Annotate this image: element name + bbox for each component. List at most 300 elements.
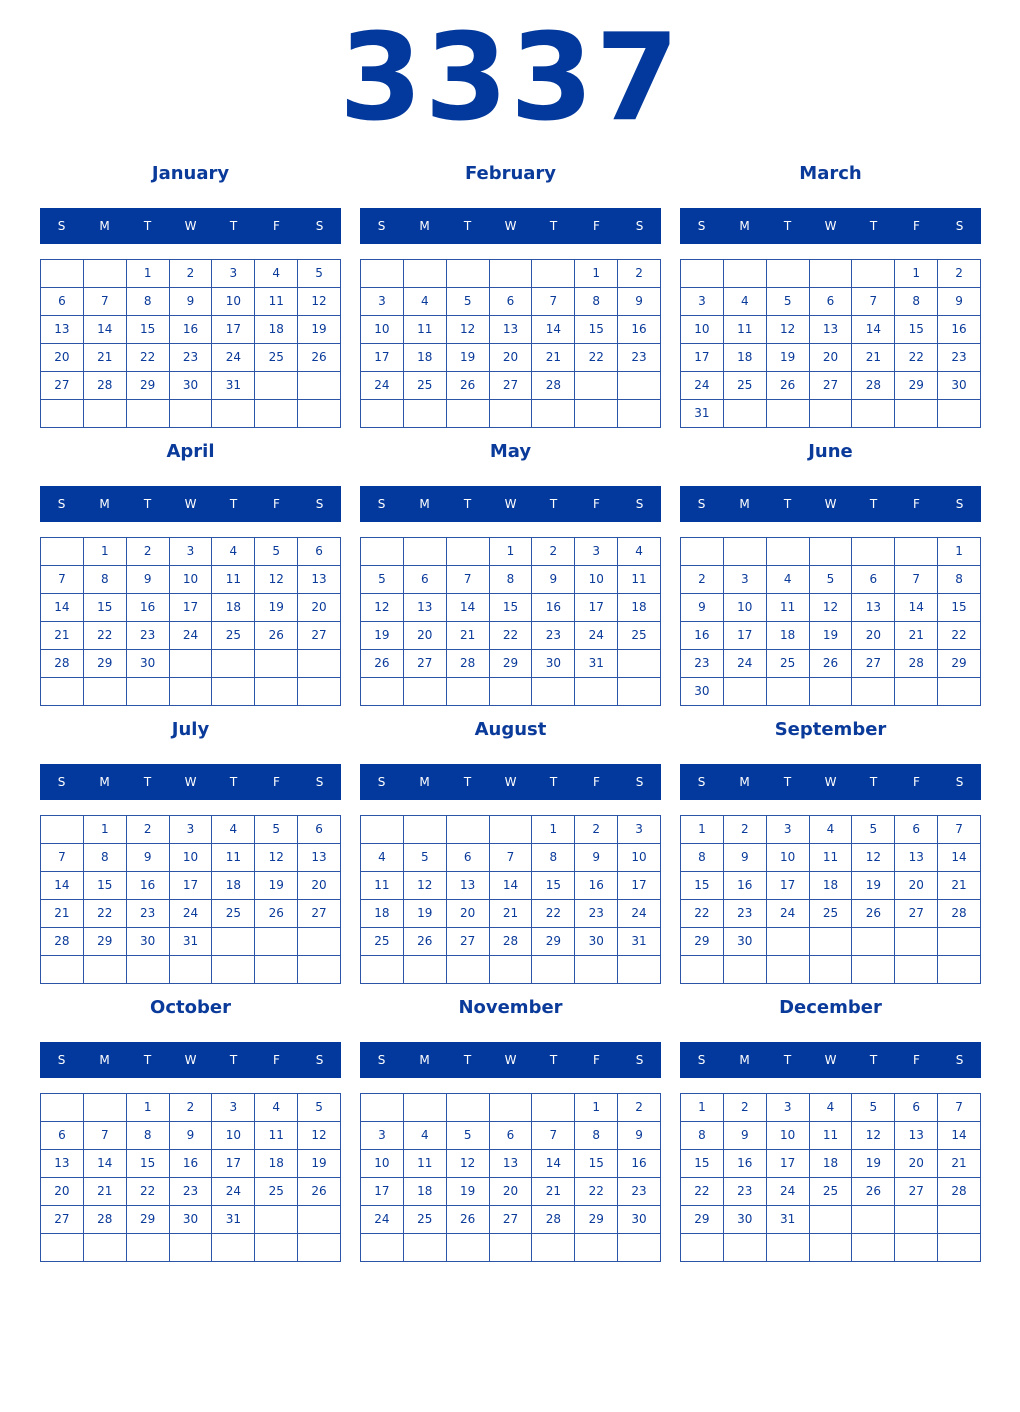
weekday-label: F bbox=[913, 219, 920, 233]
day-cell: 17 bbox=[170, 872, 213, 900]
weekday-label: S bbox=[315, 1053, 324, 1067]
empty-cell bbox=[127, 678, 170, 706]
day-cell: 27 bbox=[490, 1206, 533, 1234]
day-cell: 9 bbox=[618, 288, 661, 316]
day-cell: 26 bbox=[852, 1178, 895, 1206]
weekday-label: M bbox=[739, 775, 750, 789]
day-cell: 12 bbox=[810, 594, 853, 622]
empty-cell bbox=[41, 260, 84, 288]
day-cell: 17 bbox=[212, 316, 255, 344]
day-cell: 11 bbox=[810, 1122, 853, 1150]
day-cell: 25 bbox=[361, 928, 404, 956]
day-cell: 21 bbox=[447, 622, 490, 650]
day-cell: 27 bbox=[447, 928, 490, 956]
day-cell: 9 bbox=[618, 1122, 661, 1150]
day-cell: 6 bbox=[41, 1122, 84, 1150]
day-grid bbox=[360, 815, 661, 984]
empty-cell bbox=[84, 260, 127, 288]
day-cell: 2 bbox=[532, 538, 575, 566]
day-cell: 7 bbox=[938, 816, 981, 844]
weekday-label: S bbox=[315, 497, 324, 511]
day-cell: 5 bbox=[255, 538, 298, 566]
empty-cell bbox=[255, 372, 298, 400]
empty-cell bbox=[938, 956, 981, 984]
weekday-label: M bbox=[99, 1053, 110, 1067]
day-cell: 19 bbox=[447, 344, 490, 372]
day-cell: 8 bbox=[681, 1122, 724, 1150]
empty-cell bbox=[938, 678, 981, 706]
day-cell: 15 bbox=[681, 872, 724, 900]
weekday-header bbox=[680, 208, 981, 244]
weekday-label: W bbox=[824, 497, 837, 511]
weekday-label: S bbox=[57, 1053, 66, 1067]
day-cell: 26 bbox=[255, 622, 298, 650]
day-grid bbox=[680, 537, 981, 706]
empty-cell bbox=[170, 650, 213, 678]
day-cell: 13 bbox=[298, 566, 341, 594]
weekday-label: F bbox=[913, 775, 920, 789]
day-cell: 13 bbox=[490, 1150, 533, 1178]
day-cell: 13 bbox=[447, 872, 490, 900]
weekday-label: T bbox=[463, 219, 472, 233]
weekday-header bbox=[40, 486, 341, 522]
empty-cell bbox=[490, 1234, 533, 1262]
empty-cell bbox=[810, 1206, 853, 1234]
day-cell: 11 bbox=[212, 844, 255, 872]
day-cell: 13 bbox=[41, 1150, 84, 1178]
weekday-label: W bbox=[504, 219, 517, 233]
day-cell: 3 bbox=[681, 288, 724, 316]
weekday-label: T bbox=[229, 219, 238, 233]
empty-cell bbox=[404, 678, 447, 706]
day-cell: 22 bbox=[532, 900, 575, 928]
empty-cell bbox=[681, 538, 724, 566]
day-cell: 8 bbox=[127, 288, 170, 316]
empty-cell bbox=[255, 928, 298, 956]
day-cell: 6 bbox=[810, 288, 853, 316]
day-cell: 26 bbox=[767, 372, 810, 400]
day-cell: 22 bbox=[490, 622, 533, 650]
day-cell: 14 bbox=[532, 1150, 575, 1178]
weekday-label: F bbox=[593, 775, 600, 789]
day-cell: 20 bbox=[447, 900, 490, 928]
weekday-label: W bbox=[504, 497, 517, 511]
day-cell: 21 bbox=[938, 1150, 981, 1178]
weekday-label: T bbox=[463, 775, 472, 789]
month-name: January bbox=[151, 163, 230, 184]
empty-cell bbox=[532, 678, 575, 706]
day-cell: 23 bbox=[170, 1178, 213, 1206]
day-cell: 23 bbox=[938, 344, 981, 372]
day-cell: 31 bbox=[170, 928, 213, 956]
weekday-label: W bbox=[504, 1053, 517, 1067]
day-cell: 3 bbox=[212, 260, 255, 288]
day-cell: 8 bbox=[575, 288, 618, 316]
day-cell: 21 bbox=[41, 900, 84, 928]
empty-cell bbox=[852, 928, 895, 956]
day-cell: 16 bbox=[724, 1150, 767, 1178]
empty-cell bbox=[212, 400, 255, 428]
day-cell: 13 bbox=[41, 316, 84, 344]
empty-cell bbox=[810, 538, 853, 566]
day-cell: 23 bbox=[724, 900, 767, 928]
day-cell: 19 bbox=[810, 622, 853, 650]
day-cell: 19 bbox=[404, 900, 447, 928]
weekday-label: W bbox=[184, 775, 197, 789]
empty-cell bbox=[447, 1234, 490, 1262]
empty-cell bbox=[361, 400, 404, 428]
day-cell: 27 bbox=[852, 650, 895, 678]
day-cell: 1 bbox=[127, 260, 170, 288]
day-cell: 7 bbox=[447, 566, 490, 594]
day-cell: 28 bbox=[490, 928, 533, 956]
day-cell: 26 bbox=[447, 1206, 490, 1234]
weekday-label: W bbox=[184, 219, 197, 233]
weekday-label: W bbox=[824, 1053, 837, 1067]
empty-cell bbox=[852, 400, 895, 428]
day-cell: 26 bbox=[255, 900, 298, 928]
day-cell: 22 bbox=[127, 344, 170, 372]
empty-cell bbox=[724, 956, 767, 984]
day-cell: 12 bbox=[447, 316, 490, 344]
day-cell: 6 bbox=[447, 844, 490, 872]
day-cell: 4 bbox=[618, 538, 661, 566]
day-cell: 25 bbox=[255, 1178, 298, 1206]
day-cell: 14 bbox=[938, 1122, 981, 1150]
empty-cell bbox=[681, 1234, 724, 1262]
day-cell: 20 bbox=[490, 344, 533, 372]
weekday-label: T bbox=[549, 1053, 558, 1067]
day-cell: 7 bbox=[490, 844, 533, 872]
empty-cell bbox=[895, 400, 938, 428]
weekday-label: M bbox=[419, 1053, 430, 1067]
day-cell: 15 bbox=[681, 1150, 724, 1178]
month-name: November bbox=[458, 997, 563, 1018]
day-cell: 1 bbox=[84, 538, 127, 566]
day-cell: 25 bbox=[810, 900, 853, 928]
empty-cell bbox=[532, 956, 575, 984]
day-cell: 9 bbox=[681, 594, 724, 622]
weekday-label: S bbox=[377, 219, 386, 233]
weekday-label: S bbox=[635, 775, 644, 789]
empty-cell bbox=[532, 400, 575, 428]
empty-cell bbox=[575, 372, 618, 400]
day-cell: 22 bbox=[895, 344, 938, 372]
day-cell: 14 bbox=[938, 844, 981, 872]
day-cell: 20 bbox=[41, 344, 84, 372]
day-cell: 22 bbox=[127, 1178, 170, 1206]
empty-cell bbox=[724, 678, 767, 706]
day-cell: 29 bbox=[681, 1206, 724, 1234]
day-cell: 10 bbox=[767, 844, 810, 872]
day-cell: 28 bbox=[532, 1206, 575, 1234]
empty-cell bbox=[361, 1094, 404, 1122]
weekday-label: W bbox=[504, 775, 517, 789]
empty-cell bbox=[404, 400, 447, 428]
day-cell: 23 bbox=[127, 900, 170, 928]
day-grid bbox=[40, 259, 341, 428]
weekday-label: S bbox=[377, 497, 386, 511]
day-cell: 29 bbox=[532, 928, 575, 956]
day-cell: 24 bbox=[212, 1178, 255, 1206]
day-cell: 30 bbox=[532, 650, 575, 678]
day-cell: 24 bbox=[212, 344, 255, 372]
empty-cell bbox=[170, 400, 213, 428]
day-cell: 2 bbox=[170, 1094, 213, 1122]
weekday-label: F bbox=[273, 497, 280, 511]
day-cell: 3 bbox=[361, 1122, 404, 1150]
empty-cell bbox=[767, 678, 810, 706]
day-cell: 4 bbox=[255, 1094, 298, 1122]
day-grid bbox=[40, 1093, 341, 1262]
day-cell: 8 bbox=[490, 566, 533, 594]
day-cell: 27 bbox=[298, 622, 341, 650]
weekday-label: M bbox=[739, 219, 750, 233]
weekday-header bbox=[680, 486, 981, 522]
empty-cell bbox=[681, 956, 724, 984]
empty-cell bbox=[490, 678, 533, 706]
day-cell: 4 bbox=[767, 566, 810, 594]
day-cell: 21 bbox=[895, 622, 938, 650]
day-cell: 11 bbox=[404, 1150, 447, 1178]
day-cell: 20 bbox=[41, 1178, 84, 1206]
empty-cell bbox=[361, 816, 404, 844]
empty-cell bbox=[404, 538, 447, 566]
day-cell: 11 bbox=[810, 844, 853, 872]
day-cell: 28 bbox=[895, 650, 938, 678]
day-cell: 28 bbox=[938, 900, 981, 928]
day-cell: 17 bbox=[618, 872, 661, 900]
day-cell: 24 bbox=[681, 372, 724, 400]
day-cell: 17 bbox=[361, 1178, 404, 1206]
day-cell: 27 bbox=[810, 372, 853, 400]
day-cell: 25 bbox=[404, 1206, 447, 1234]
weekday-header bbox=[360, 208, 661, 244]
empty-cell bbox=[767, 956, 810, 984]
empty-cell bbox=[41, 538, 84, 566]
empty-cell bbox=[255, 1234, 298, 1262]
day-cell: 16 bbox=[127, 872, 170, 900]
day-cell: 7 bbox=[938, 1094, 981, 1122]
empty-cell bbox=[404, 1234, 447, 1262]
empty-cell bbox=[618, 372, 661, 400]
day-cell: 17 bbox=[681, 344, 724, 372]
day-cell: 1 bbox=[938, 538, 981, 566]
day-cell: 6 bbox=[298, 816, 341, 844]
empty-cell bbox=[852, 1234, 895, 1262]
empty-cell bbox=[404, 260, 447, 288]
empty-cell bbox=[404, 956, 447, 984]
weekday-label: T bbox=[549, 497, 558, 511]
empty-cell bbox=[361, 1234, 404, 1262]
day-cell: 3 bbox=[618, 816, 661, 844]
day-cell: 17 bbox=[575, 594, 618, 622]
weekday-label: S bbox=[955, 1053, 964, 1067]
day-cell: 27 bbox=[895, 900, 938, 928]
day-cell: 28 bbox=[938, 1178, 981, 1206]
day-cell: 26 bbox=[404, 928, 447, 956]
weekday-label: T bbox=[549, 775, 558, 789]
day-cell: 30 bbox=[170, 372, 213, 400]
day-cell: 4 bbox=[724, 288, 767, 316]
day-cell: 17 bbox=[767, 1150, 810, 1178]
day-cell: 5 bbox=[447, 1122, 490, 1150]
day-grid bbox=[40, 537, 341, 706]
day-cell: 2 bbox=[724, 1094, 767, 1122]
day-cell: 30 bbox=[724, 928, 767, 956]
day-cell: 11 bbox=[767, 594, 810, 622]
day-cell: 24 bbox=[575, 622, 618, 650]
month-name: June bbox=[808, 441, 853, 462]
weekday-header bbox=[360, 486, 661, 522]
empty-cell bbox=[298, 928, 341, 956]
day-cell: 6 bbox=[895, 816, 938, 844]
day-cell: 15 bbox=[532, 872, 575, 900]
day-cell: 6 bbox=[404, 566, 447, 594]
day-cell: 6 bbox=[41, 288, 84, 316]
weekday-label: M bbox=[419, 497, 430, 511]
day-cell: 28 bbox=[447, 650, 490, 678]
day-cell: 29 bbox=[84, 650, 127, 678]
weekday-label: T bbox=[463, 1053, 472, 1067]
day-cell: 15 bbox=[127, 1150, 170, 1178]
empty-cell bbox=[618, 400, 661, 428]
empty-cell bbox=[490, 956, 533, 984]
day-cell: 31 bbox=[767, 1206, 810, 1234]
day-cell: 16 bbox=[575, 872, 618, 900]
empty-cell bbox=[532, 1094, 575, 1122]
empty-cell bbox=[212, 650, 255, 678]
day-cell: 7 bbox=[41, 566, 84, 594]
day-cell: 21 bbox=[490, 900, 533, 928]
day-cell: 18 bbox=[810, 872, 853, 900]
day-cell: 17 bbox=[724, 622, 767, 650]
empty-cell bbox=[447, 260, 490, 288]
day-cell: 2 bbox=[681, 566, 724, 594]
day-cell: 26 bbox=[810, 650, 853, 678]
day-cell: 18 bbox=[404, 344, 447, 372]
day-cell: 11 bbox=[404, 316, 447, 344]
day-cell: 5 bbox=[810, 566, 853, 594]
day-cell: 16 bbox=[127, 594, 170, 622]
day-cell: 12 bbox=[447, 1150, 490, 1178]
day-cell: 21 bbox=[84, 344, 127, 372]
day-cell: 22 bbox=[681, 1178, 724, 1206]
day-cell: 3 bbox=[767, 1094, 810, 1122]
weekday-label: S bbox=[377, 775, 386, 789]
day-cell: 7 bbox=[532, 288, 575, 316]
empty-cell bbox=[490, 1094, 533, 1122]
day-cell: 25 bbox=[255, 344, 298, 372]
day-cell: 29 bbox=[127, 1206, 170, 1234]
day-cell: 21 bbox=[532, 344, 575, 372]
day-cell: 14 bbox=[84, 1150, 127, 1178]
weekday-label: F bbox=[273, 1053, 280, 1067]
weekday-label: S bbox=[697, 497, 706, 511]
empty-cell bbox=[84, 1094, 127, 1122]
day-cell: 16 bbox=[618, 1150, 661, 1178]
day-cell: 14 bbox=[41, 594, 84, 622]
day-cell: 28 bbox=[84, 1206, 127, 1234]
day-cell: 26 bbox=[361, 650, 404, 678]
day-cell: 6 bbox=[490, 1122, 533, 1150]
day-cell: 9 bbox=[724, 1122, 767, 1150]
empty-cell bbox=[618, 1234, 661, 1262]
day-cell: 29 bbox=[84, 928, 127, 956]
day-cell: 3 bbox=[767, 816, 810, 844]
day-cell: 1 bbox=[575, 1094, 618, 1122]
day-cell: 31 bbox=[681, 400, 724, 428]
day-cell: 23 bbox=[681, 650, 724, 678]
day-cell: 12 bbox=[298, 288, 341, 316]
day-cell: 22 bbox=[575, 1178, 618, 1206]
day-cell: 18 bbox=[255, 316, 298, 344]
day-cell: 12 bbox=[767, 316, 810, 344]
day-cell: 18 bbox=[212, 594, 255, 622]
empty-cell bbox=[895, 1234, 938, 1262]
day-cell: 20 bbox=[810, 344, 853, 372]
day-cell: 21 bbox=[41, 622, 84, 650]
empty-cell bbox=[490, 260, 533, 288]
weekday-label: T bbox=[143, 497, 152, 511]
empty-cell bbox=[724, 1234, 767, 1262]
weekday-label: F bbox=[593, 1053, 600, 1067]
day-cell: 4 bbox=[212, 816, 255, 844]
empty-cell bbox=[212, 956, 255, 984]
day-cell: 23 bbox=[724, 1178, 767, 1206]
day-cell: 8 bbox=[938, 566, 981, 594]
day-cell: 18 bbox=[767, 622, 810, 650]
day-cell: 19 bbox=[852, 872, 895, 900]
empty-cell bbox=[767, 928, 810, 956]
day-cell: 21 bbox=[84, 1178, 127, 1206]
empty-cell bbox=[84, 956, 127, 984]
day-cell: 5 bbox=[767, 288, 810, 316]
day-cell: 20 bbox=[895, 1150, 938, 1178]
day-cell: 19 bbox=[852, 1150, 895, 1178]
weekday-label: M bbox=[99, 219, 110, 233]
empty-cell bbox=[298, 678, 341, 706]
day-cell: 5 bbox=[255, 816, 298, 844]
day-cell: 23 bbox=[532, 622, 575, 650]
day-cell: 14 bbox=[490, 872, 533, 900]
empty-cell bbox=[84, 400, 127, 428]
day-cell: 25 bbox=[404, 372, 447, 400]
weekday-label: T bbox=[869, 497, 878, 511]
day-cell: 24 bbox=[361, 372, 404, 400]
day-cell: 10 bbox=[575, 566, 618, 594]
day-cell: 1 bbox=[895, 260, 938, 288]
empty-cell bbox=[575, 1234, 618, 1262]
weekday-label: T bbox=[143, 775, 152, 789]
day-cell: 16 bbox=[170, 1150, 213, 1178]
day-cell: 4 bbox=[404, 1122, 447, 1150]
day-cell: 16 bbox=[618, 316, 661, 344]
day-cell: 22 bbox=[84, 900, 127, 928]
empty-cell bbox=[810, 400, 853, 428]
month-name: March bbox=[799, 163, 862, 184]
day-cell: 11 bbox=[255, 288, 298, 316]
weekday-header bbox=[680, 764, 981, 800]
empty-cell bbox=[490, 816, 533, 844]
day-cell: 14 bbox=[852, 316, 895, 344]
day-cell: 9 bbox=[938, 288, 981, 316]
day-cell: 6 bbox=[298, 538, 341, 566]
weekday-label: W bbox=[184, 497, 197, 511]
day-cell: 10 bbox=[170, 566, 213, 594]
day-cell: 11 bbox=[255, 1122, 298, 1150]
day-cell: 5 bbox=[361, 566, 404, 594]
